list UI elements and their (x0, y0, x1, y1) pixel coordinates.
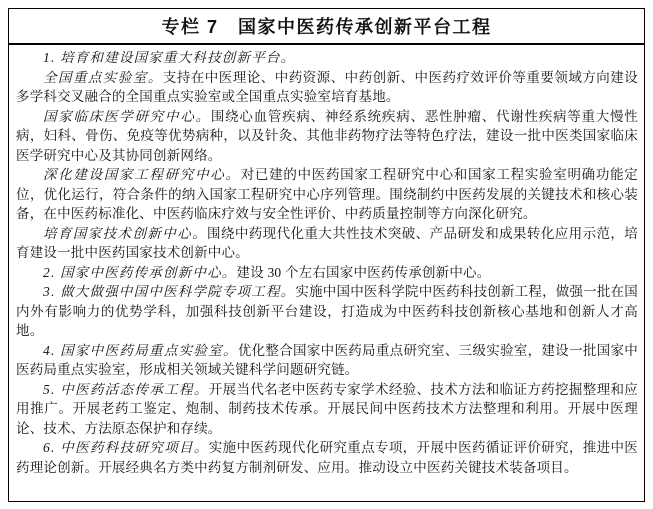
paragraph-text: 优化整合国家中医药局重点研究室、三级实验室，建设一批国家中医药局重点实验室，形成相关领域关键科学问题研究链。 (16, 342, 638, 377)
paragraph-lead: 全国重点实验室。 (43, 69, 163, 85)
paragraph (16, 107, 638, 166)
column-body (9, 45, 644, 477)
paragraph (16, 68, 638, 107)
paragraph (16, 165, 638, 224)
paragraph-text: 实施中医药现代化研究重点专项，开展中医药循证评价研究，推进中医药理论创新。开展经典名方类中药复方制剂研发、应用。推动设立中医药关键技术装备项目。 (16, 440, 638, 475)
paragraph (16, 48, 638, 68)
paragraph-lead: 3. 做大做强中国中医科学院专项工程。 (43, 284, 296, 299)
paragraph-text: 对已建的中医药国家工程研究中心和国家工程实验室明确功能定位，优化运行，符合条件的纳入国家工程研究中心序列管理。围绕制约中医药发展的关键技术和核心装备，在中医药标准化、中医药临床疗效与安全性评价、中药质量控制等方向深化研究。 (16, 167, 638, 221)
paragraph (16, 224, 638, 263)
paragraph (16, 282, 638, 341)
paragraph-lead: 6. 中医药科技研究项目。 (43, 440, 209, 455)
paragraph-text: 开展当代名老中医药专家学术经验、技术方法和临证方药挖掘整理和应用推广。开展老药工鉴定、炮制、制药技术传承。开展民间中医药技术方法整理和利用。开展中医理论、技术、方法原态保护和存续。 (16, 381, 638, 436)
paragraph-lead: 1. 培育和建设国家重大科技创新平台。 (43, 50, 296, 65)
paragraph-lead: 深化建设国家工程研究中心。 (43, 167, 241, 182)
paragraph-text: 围绕中药现代化重大共性技术突破、产品研发和成果转化应用示范，培育建设一批中医药国家技术创新中心。 (16, 225, 639, 260)
paragraph-text: 建设 30 个左右国家中医药传承创新中心。 (236, 264, 491, 280)
paragraph-lead: 培育国家技术创新中心。 (43, 225, 208, 241)
paragraph-text: 围绕心血管疾病、神经系统疾病、恶性肿瘤、代谢性疾病等重大慢性病，妇科、骨伤、免疫等优势病种，以及针灸、其他非药物疗法等特色疗法，建设一批中医类国家临床医学研究中心及其协同创新网络。 (16, 108, 639, 163)
paragraph-lead: 2. 国家中医药传承创新中心。 (43, 264, 237, 280)
paragraph-lead: 5. 中医药活态传承工程。 (43, 381, 209, 397)
paragraph (16, 341, 638, 380)
paragraph (16, 380, 638, 439)
paragraph-text: 支持在中医理论、中药资源、中药创新、中医药疗效评价等重要领域方向建设多学科交叉融合的全国重点实验室或全国重点实验室培育基地。 (16, 69, 638, 104)
paragraph-text: 实施中国中医科学院中医药科技创新工程，做强一批在国内外有影响力的优势学科，加强科技创新平台建设，打造成为中医药科技创新核心基地和创新人才高地。 (16, 284, 638, 338)
paragraph-lead: 4. 国家中医药局重点实验室。 (43, 342, 238, 358)
paragraph-lead: 国家临床医学研究中心。 (43, 108, 211, 124)
paragraph (16, 438, 638, 477)
column-title: 专栏 7 国家中医药传承创新平台工程 (9, 9, 644, 45)
paragraph (16, 263, 638, 283)
column-box (8, 8, 645, 502)
